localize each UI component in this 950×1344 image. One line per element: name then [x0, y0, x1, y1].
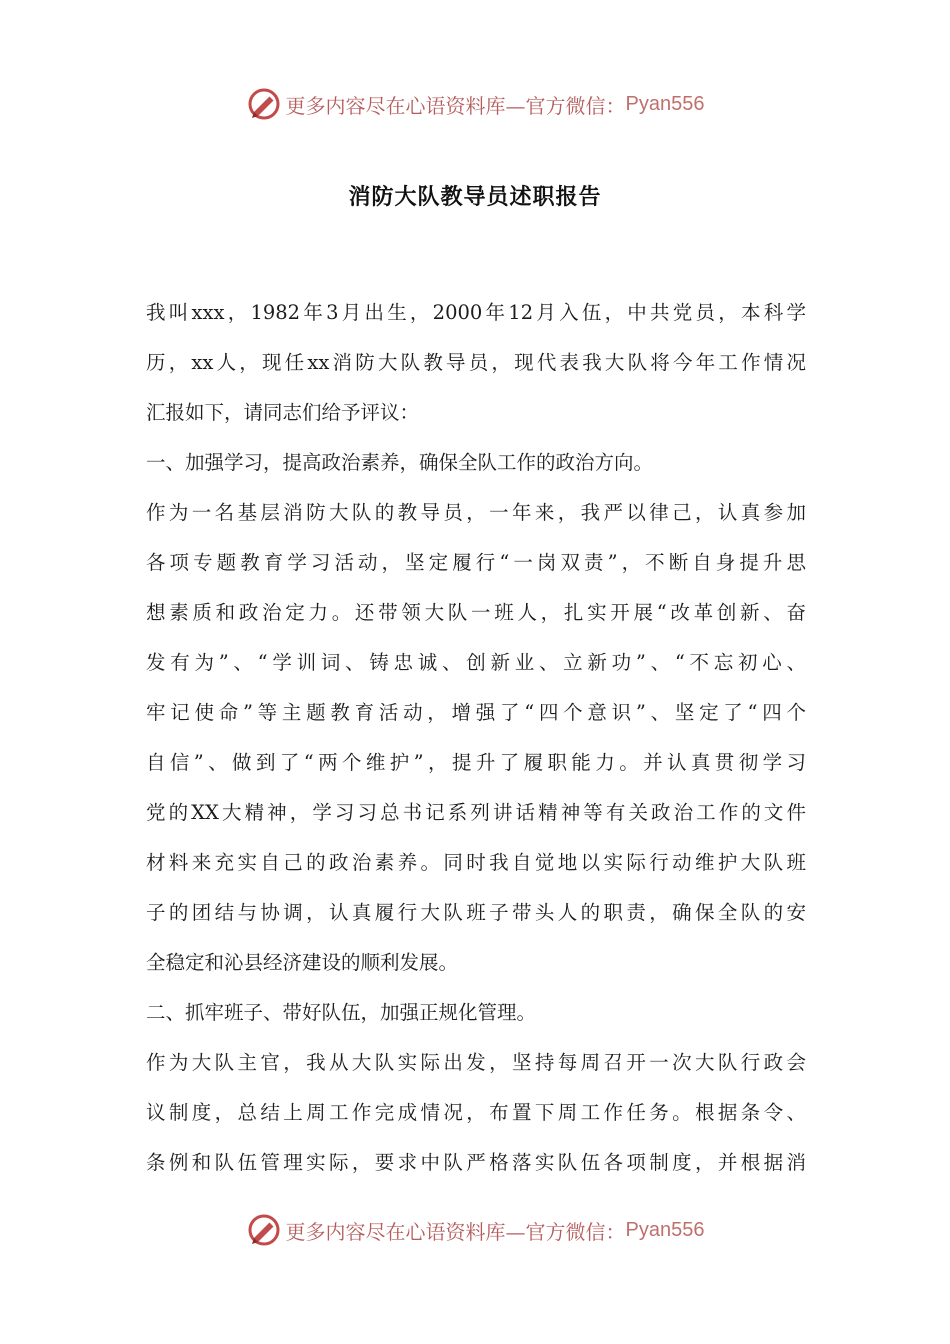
text-line: 汇报如下，请同志们给予评议： [146, 401, 420, 424]
header-banner [0, 84, 950, 124]
banner-text: 更多内容尽在心语资料库—官方微信： [285, 93, 626, 118]
text-line: 作为大队主官，我从大队实际出发，坚持每周召开一次大队行政会 [146, 1051, 806, 1074]
text-line: 条例和队伍管理实际，要求中队严格落实队伍各项制度，并根据消 [146, 1151, 806, 1174]
text-line: 想素质和政治定力。还带领大队一班人，扎实开展“改革创新、奋 [146, 601, 806, 624]
text-line: 党的XX大精神，学习习总书记系列讲话精神等有关政治工作的文件 [146, 801, 806, 824]
text-line: 议制度，总结上周工作完成情况，布置下周工作任务。根据条令、 [146, 1101, 806, 1124]
text-line: 材料来充实自己的政治素养。同时我自觉地以实际行动维护大队班 [146, 851, 806, 874]
text-line: 全稳定和沁县经济建设的顺利发展。 [146, 951, 459, 974]
text-line: 各项专题教育学习活动，坚定履行“一岗双责”，不断自身提升思 [146, 551, 806, 574]
document-body [146, 288, 806, 1188]
footer-banner [0, 1210, 950, 1250]
text-line: 发有为”、“学训词、铸忠诚、创新业、立新功”、“不忘初心、 [146, 651, 806, 674]
text-line: 历，xx人，现任xx消防大队教导员，现代表我大队将今年工作情况 [146, 351, 806, 374]
text-line: 作为一名基层消防大队的教导员，一年来，我严以律己，认真参加 [146, 501, 806, 524]
banner-wechat-id: Pyan556 [625, 1218, 705, 1241]
pen-logo-icon [246, 86, 282, 122]
text-line: 自信”、做到了“两个维护”，提升了履职能力。并认真贯彻学习 [146, 751, 806, 774]
text-line: 二、抓牢班子、带好队伍，加强正规化管理。 [146, 1001, 537, 1024]
banner-text: 更多内容尽在心语资料库—官方微信： [285, 1219, 626, 1244]
banner-wechat-id: Pyan556 [625, 92, 705, 115]
document-title: 消防大队教导员述职报告 [348, 184, 602, 210]
text-line: 我叫xxx，1982年3月出生，2000年12月入伍，中共党员，本科学 [146, 301, 806, 324]
text-line: 牢记使命”等主题教育活动，增强了“四个意识”、坚定了“四个 [146, 701, 806, 724]
text-line: 子的团结与协调，认真履行大队班子带头人的职责，确保全队的安 [146, 901, 806, 924]
text-line: 一、加强学习，提高政治素养，确保全队工作的政治方向。 [146, 451, 654, 474]
pen-logo-icon [246, 1212, 282, 1248]
